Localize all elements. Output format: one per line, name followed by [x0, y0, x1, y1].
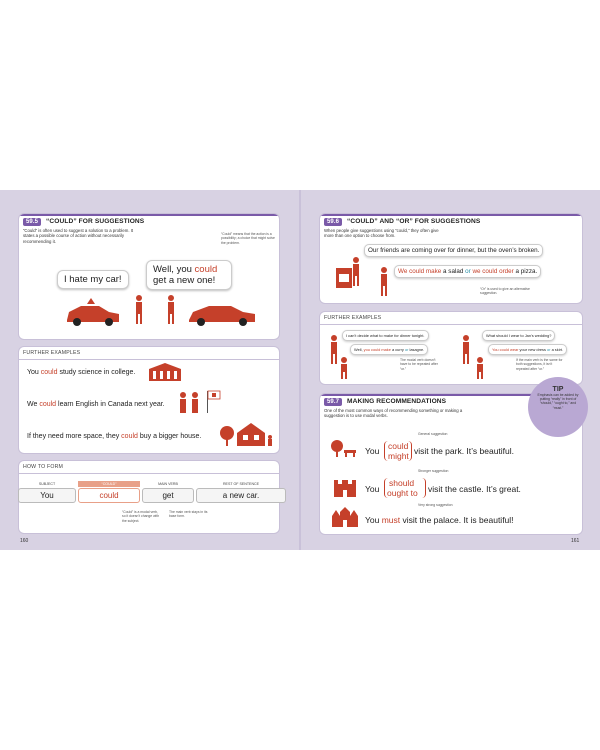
section-title: “COULD” AND “OR” FOR SUGGESTIONS: [347, 218, 481, 225]
modal-phrase: You could wear: [492, 347, 519, 352]
label-very-strong-suggestion: Very strong suggestion: [418, 503, 453, 507]
modal-should: should: [389, 478, 415, 488]
example-sentence: [27, 369, 135, 376]
text-part: You: [365, 446, 380, 456]
section-number: 59.5: [23, 218, 41, 226]
park-tree-icon: [330, 438, 360, 458]
section-heading: [324, 218, 480, 226]
answer-bubble-wedding: [488, 344, 567, 355]
section-divider: [19, 473, 279, 474]
speech-bubble-suggestion: [146, 260, 232, 290]
note-modal-not-repeated: The modal verb doesn’t have to be repeated after “or.”: [400, 358, 438, 371]
section-heading: [23, 218, 144, 226]
further-examples-panel-left: [18, 346, 280, 454]
text-part: your new dress: [518, 347, 548, 352]
house-icon: [219, 421, 275, 447]
text-part: If they need more space, they: [27, 433, 122, 440]
modal-phrase: we could order: [470, 268, 514, 275]
text-part: visit the palace. It is beautiful!: [400, 515, 514, 525]
text-part: study science in college.: [57, 369, 136, 376]
example-sentence: [27, 433, 201, 440]
further-examples-title: FURTHER EXAMPLES: [23, 350, 81, 356]
label-stronger-suggestion: Stronger suggestion: [418, 469, 449, 473]
further-examples-title: FURTHER EXAMPLES: [324, 315, 382, 321]
wardrobe-people-illustration: [458, 332, 488, 380]
section-59-5-panel: [18, 213, 280, 340]
speech-bubble-complaint: [57, 270, 129, 289]
rec-row-park: [365, 446, 379, 456]
or-note: “Or” is used to give an alternative suggestion.: [480, 287, 530, 296]
book-gutter: [299, 190, 301, 550]
car-scene-illustration: [59, 290, 269, 330]
section-intro: When people give suggestions using “could,” they often give more than one option to choose from.: [324, 228, 439, 239]
section-heading: [324, 398, 446, 406]
section-title: MAKING RECOMMENDATIONS: [347, 398, 447, 405]
person-icon: [341, 357, 347, 379]
castle-icon: [332, 476, 358, 498]
cell-rest-of-sentence: a new car.: [196, 488, 286, 503]
further-examples-panel-right: [319, 311, 583, 385]
section-number: 59.6: [324, 218, 342, 226]
text-part: a curry: [390, 347, 405, 352]
college-building-icon: [145, 361, 185, 383]
palace-icon: [330, 506, 360, 528]
text-part: We: [27, 401, 40, 408]
section-59-6-panel: [319, 213, 583, 304]
or-word: or: [547, 347, 551, 352]
text-part: lasagne.: [408, 347, 425, 352]
modal-verb: could: [40, 369, 58, 376]
bubble-text: I hate my car!: [64, 274, 122, 285]
header-rest-of-sentence: REST OF SENTENCE: [222, 482, 260, 486]
rec-row-castle: [365, 484, 379, 494]
section-title: “COULD” FOR SUGGESTIONS: [46, 218, 145, 225]
section-divider: [19, 359, 279, 360]
modal-ought-to: ought to: [387, 488, 418, 498]
modal-verb: could: [39, 401, 57, 408]
question-bubble-wedding: [482, 330, 555, 341]
text-part: a pizza.: [513, 268, 538, 275]
modal-phrase: you could make: [363, 347, 391, 352]
section-top-bar: [19, 214, 279, 216]
modal-could: could: [388, 441, 409, 451]
text-part: a skirt.: [550, 347, 564, 352]
page-number-left: 160: [20, 538, 29, 544]
modal-phrase: We could make: [398, 268, 442, 275]
section-intro: One of the most common ways of recommending something or making a suggestion is to use modal verbs.: [324, 408, 463, 419]
note-verb-not-repeated: If the main verb is the same for both suggestions, it isn’t repeated after “or.”: [516, 358, 563, 371]
answer-bubble-dinner: [350, 344, 428, 355]
cell-main-verb: get: [142, 488, 194, 503]
header-subject: SUBJECT: [38, 482, 56, 486]
or-word: or: [465, 268, 471, 275]
modal-must: must: [381, 515, 401, 525]
person-icon: [463, 335, 469, 364]
header-main-verb: MAIN VERB: [158, 482, 178, 486]
bubble-text-part: get a new one!: [153, 275, 216, 286]
text-part: a salad: [441, 268, 466, 275]
modal-verb: could: [121, 433, 138, 440]
text-part: You: [365, 484, 380, 494]
how-to-form-title: HOW TO FORM: [23, 464, 64, 470]
section-intro: “Could” is often used to suggest a solution to a problem. It states a possible course of action without necessarily recommending it.: [23, 228, 134, 244]
oven-and-people-illustration: [332, 254, 392, 300]
bubble-text: What should I wear to Jan’s wedding?: [486, 333, 552, 338]
bubble-text-part: Well, you: [153, 264, 195, 275]
page-number-right: 161: [571, 538, 580, 544]
speech-bubble-options: [394, 265, 541, 278]
person-icon: [136, 295, 142, 324]
cook-and-guest-illustration: [326, 332, 350, 380]
or-word: or: [404, 347, 409, 352]
person-icon: [331, 335, 337, 364]
example-sentence: [27, 401, 165, 408]
tip-text: Emphasis can be added by putting “really” in front of “should,” “ought to,” and “must.”: [537, 393, 579, 410]
tip-title: TIP: [552, 386, 564, 393]
text-part: buy a bigger house.: [137, 433, 202, 440]
note-main-verb: The main verb stays in its base form.: [169, 510, 208, 519]
section-divider: [320, 324, 582, 325]
text-part: You: [27, 369, 41, 376]
students-canada-flag-icon: [175, 389, 221, 415]
section-top-bar: [320, 214, 582, 216]
header-could: “COULD”: [78, 481, 140, 487]
modal-might: might: [388, 451, 409, 461]
person-icon: [477, 357, 483, 379]
question-bubble-dinner: [342, 330, 429, 341]
person-icon: [381, 267, 387, 296]
rec-text-castle: visit the castle. It’s great.: [428, 484, 521, 494]
text-part: You: [365, 515, 382, 525]
tip-badge: [528, 377, 588, 437]
note-modal-verb: “Could” is a modal verb, so it doesn’t change with the subject.: [122, 510, 160, 523]
text-part: Well,: [354, 347, 364, 352]
person-icon: [168, 295, 174, 324]
text-part: learn English in Canada next year.: [56, 401, 165, 408]
label-general-suggestion: General suggestion: [418, 432, 448, 436]
could-note: “Could” means that the action is a possibility; a choice that might solve the problem.: [221, 232, 275, 245]
section-number: 59.7: [324, 398, 342, 406]
bubble-text: Our friends are coming over for dinner, but the oven’s broken.: [368, 247, 540, 254]
rec-text-park: visit the park. It’s beautiful.: [414, 446, 515, 456]
person-icon: [353, 257, 359, 286]
cell-subject: You: [18, 488, 76, 503]
rec-row-palace: [365, 515, 514, 525]
bubble-text: I can’t decide what to make for dinner tonight.: [346, 333, 425, 338]
bubble-modal-verb: could: [194, 264, 218, 275]
cell-could: could: [78, 488, 140, 503]
